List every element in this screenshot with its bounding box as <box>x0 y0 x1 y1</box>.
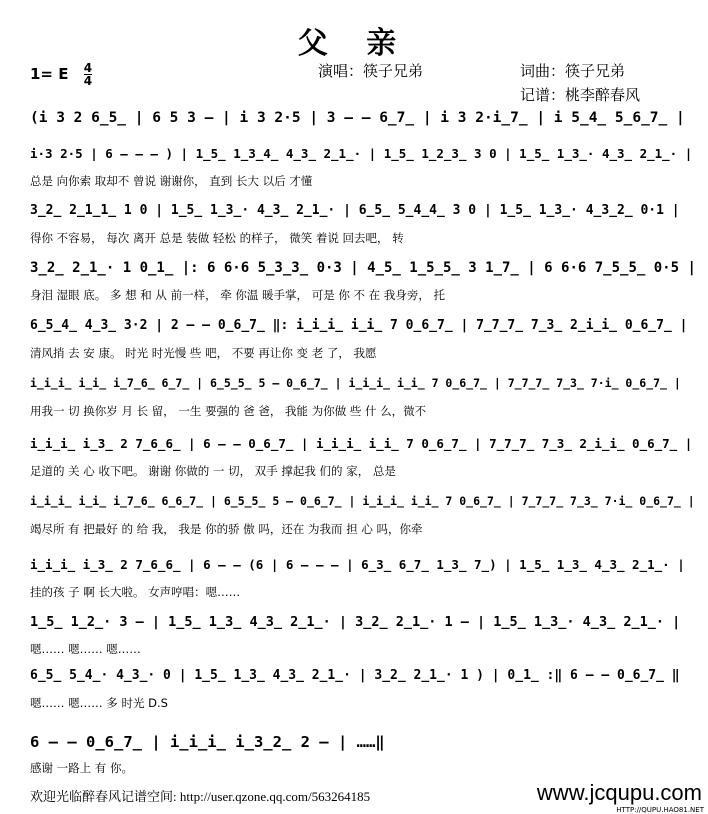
notation-line: i̲i̲i̲ i̲i̲ i̲7̲6̲ 6̲6̲7̲ | 6̲5̲5̲ 5 – 0̲6̲7̲ | i̲i̲i̲ i̲i̲ 7 0̲6̲7̲ | 7̲7̲7̲ 7̲3̲ 7·i̲ 0̲6̲7̲ | <box>30 494 695 508</box>
lyrics-line: 挂的孩 子 啊 长大啦。 女声哼唱：嗯…… <box>30 585 241 599</box>
page-title: 父 亲 <box>297 26 411 61</box>
watermark: www.jcqupu.com <box>536 780 702 805</box>
time-signature-top: 4 <box>83 61 93 75</box>
notation-line: 1̲5̲ 1̲2̲· 3 – | 1̲5̲ 1̲3̲ 4̲3̲ 2̲1̲· | 3̲2̲ 2̲1̲· 1 – | 1̲5̲ 1̲3̲· 4̲3̲ 2̲1̲· | <box>30 614 681 630</box>
lyrics-line: 得你 不容易， 每次 离开 总是 装做 轻松 的样子， 微笑 着说 回去吧， 转 <box>30 231 404 245</box>
time-signature-bottom: 4 <box>83 74 93 88</box>
notation-line: i̲i̲i̲ i̲3̲ 2 7̲6̲6̲ | 6 – – (6 | 6 – – – | 6̲3̲ 6̲7̲ 1̲3̲ 7̲) | 1̲5̲ 1̲3̲ 4̲3̲ 2̲1̲· | <box>30 557 685 572</box>
lyrics-line: 用我一 切 换你岁 月 长 留， 一生 要强的 爸 爸， 我能 为你做 些 什 么，微不 <box>30 404 427 418</box>
time-signature <box>84 62 92 87</box>
transcriber-credit: 记谱：桃李醉春风 <box>520 86 641 104</box>
notation-line: 3̲2̲ 2̲1̲1̲ 1 0 | 1̲5̲ 1̲3̲· 4̲3̲ 2̲1̲· | 6̲5̲ 5̲4̲4̲ 3 0 | 1̲5̲ 1̲3̲· 4̲3̲2̲ 0·1 | <box>30 203 680 218</box>
notation-line: 6 – – 0̲6̲7̲ | i̲i̲i̲ i̲3̲2̲ 2 – | ……‖ <box>30 733 385 751</box>
notation-line: i̲i̲i̲ i̲i̲ i̲7̲6̲ 6̲7̲ | 6̲5̲5̲ 5 – 0̲6̲7̲ | i̲i̲i̲ i̲i̲ 7 0̲6̲7̲ | 7̲7̲7̲ 7̲3̲ 7·i̲ 0̲6̲7̲ | <box>30 376 681 390</box>
key-label: 1= E <box>30 65 69 83</box>
notation-line: i̲i̲i̲ i̲3̲ 2 7̲6̲6̲ | 6 – – 0̲6̲7̲ | i̲i̲i̲ i̲i̲ 7 0̲6̲7̲ | 7̲7̲7̲ 7̲3̲ 2̲i̲i̲ 0̲6̲7̲ | <box>30 436 693 451</box>
lyrics-line: 感谢 一路上 有 你。 <box>30 761 133 775</box>
footer-note: 欢迎光临醉春风记谱空间: http://user.qzone.qq.com/563264185 <box>30 789 371 804</box>
lyrics-line: 身泪 湿眼 底。 多 想 和 从 前一样， 牵 你温 暖手掌， 可是 你 不 在 我身旁， 托 <box>30 288 445 302</box>
lyrics-line: 嗯…… 嗯…… 嗯…… <box>30 642 141 656</box>
lyrics-line: 竭尽所 有 把最好 的 给 我， 我是 你的骄 傲 吗，还在 为我而 担 心 吗，你牵 <box>30 522 423 536</box>
notation-line: 6̲5̲ 5̲4̲· 4̲3̲· 0 | 1̲5̲ 1̲3̲ 4̲3̲ 2̲1̲· | 3̲2̲ 2̲1̲· 1 ) | 0̲1̲ :‖ 6 – – 0̲6̲7̲ ‖ <box>30 668 680 683</box>
notation-line: i·3 2·5 | 6 – – – ) | 1̲5̲ 1̲3̲4̲ 4̲3̲ 2̲1̲· | 1̲5̲ 1̲2̲3̲ 3 0 | 1̲5̲ 1̲3̲· 4̲3̲ 2̲1̲· | <box>30 146 693 161</box>
lyrics-line: 足道的 关 心 收下吧。 谢谢 你做的 一 切， 双手 撑起我 们的 家， 总是 <box>30 464 396 478</box>
composer-credit: 词曲：筷子兄弟 <box>520 62 626 80</box>
notation-line: 3̲2̲ 2̲1̲· 1 0̲1̲ |: 6 6·6 5̲3̲3̲ 0·3 | 4̲5̲ 1̲5̲5̲ 3 1̲7̲ | 6 6·6 7̲5̲5̲ 0·5 | <box>30 260 696 276</box>
notation-line: 6̲5̲4̲ 4̲3̲ 3·2 | 2 – – 0̲6̲7̲ ‖: i̲i̲i̲ i̲i̲ 7 0̲6̲7̲ | 7̲7̲7̲ 7̲3̲ 2̲i̲i̲ 0̲6̲7̲ | <box>30 318 688 333</box>
lyrics-line: 总是 向你索 取却不 曾说 谢谢你， 直到 长大 以后 才懂 <box>30 174 313 188</box>
notation-line: (i 3 2 6̲5̲ | 6 5 3 – | i 3 2·5 | 3 – – 6̲7̲ | i 3 2·i̲7̲ | i 5̲4̲ 5̲6̲7̲ | <box>30 110 685 126</box>
lyrics-line: 嗯…… 嗯…… 多 时光 D.S <box>30 696 168 710</box>
singer-credit: 演唱：筷子兄弟 <box>318 62 424 80</box>
key-signature <box>30 62 92 87</box>
watermark-sub: HTTP://QUPU.HAO81.NET <box>616 806 704 814</box>
lyrics-line: 清风捎 去 安 康。 时光 时光慢 些 吧， 不要 再让你 变 老 了， 我愿 <box>30 346 377 360</box>
